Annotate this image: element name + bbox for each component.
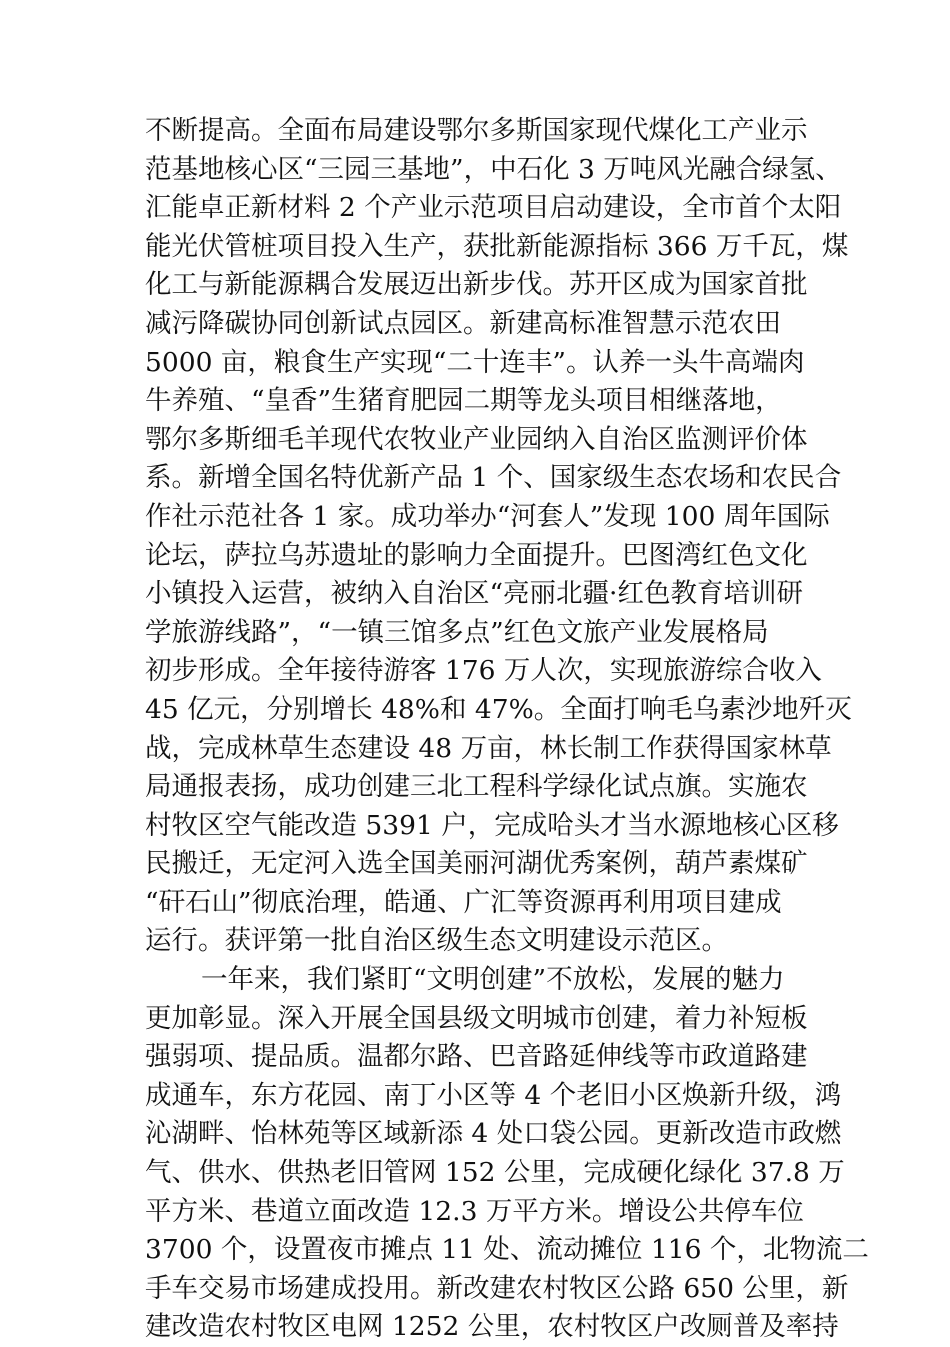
text-line: 3700 个，设置夜市摊点 11 处、流动摊位 116 个，北物流二: [145, 1234, 869, 1266]
text-line: 建改造农村牧区电网 1252 公里，农村牧区户改厕普及率持: [145, 1311, 839, 1343]
text-line: 村牧区空气能改造 5391 户，完成哈头才当水源地核心区移: [145, 809, 839, 841]
text-line: 能光伏管桩项目投入生产，获批新能源指标 366 万千瓦，煤: [145, 230, 849, 262]
text-line: 小镇投入运营，被纳入自治区“亮丽北疆·红色教育培训研: [145, 578, 803, 610]
text-line: 作社示范社各 1 家。成功举办“河套人”发现 100 周年国际: [145, 500, 830, 532]
body-text: [145, 112, 869, 1347]
text-line: 5000 亩，粮食生产实现“二十连丰”。认养一头牛高端肉: [145, 346, 805, 378]
text-line: 成通车，东方花园、南丁小区等 4 个老旧小区焕新升级，鸿: [145, 1079, 842, 1111]
text-line: 鄂尔多斯细毛羊现代农牧业产业园纳入自治区监测评价体: [145, 423, 808, 455]
text-line: 战，完成林草生态建设 48 万亩，林长制工作获得国家林草: [145, 732, 832, 764]
text-line: 平方米、巷道立面改造 12.3 万平方米。增设公共停车位: [145, 1195, 804, 1227]
text-line: 强弱项、提品质。温都尔路、巴音路延伸线等市政道路建: [145, 1041, 808, 1073]
text-line: 民搬迁，无定河入选全国美丽河湖优秀案例，葫芦素煤矿: [145, 848, 808, 880]
text-line: 局通报表扬，成功创建三北工程科学绿化试点旗。实施农: [145, 771, 808, 803]
text-line: “矸石山”彻底治理，皓通、广汇等资源再利用项目建成: [145, 886, 782, 918]
text-line: 气、供水、供热老旧管网 152 公里，完成硬化绿化 37.8 万: [145, 1157, 845, 1189]
text-line: 范基地核心区“三园三基地”，中石化 3 万吨风光融合绿氢、: [145, 153, 842, 185]
text-line: 运行。获评第一批自治区级生态文明建设示范区。: [145, 925, 728, 957]
text-line: 系。新增全国名特优新产品 1 个、国家级生态农场和农民合: [145, 462, 842, 494]
text-line: 减污降碳协同创新试点园区。新建高标准智慧示范农田: [145, 307, 781, 339]
text-line: 化工与新能源耦合发展迈出新步伐。苏开区成为国家首批: [145, 269, 808, 301]
text-line: 学旅游线路”，“一镇三馆多点”红色文旅产业发展格局: [145, 616, 769, 648]
text-line: 沁湖畔、怡林苑等区域新添 4 处口袋公园。更新改造市政燃: [145, 1118, 842, 1150]
text-line: 更加彰显。深入开展全国县级文明城市创建，着力补短板: [145, 1002, 808, 1034]
text-line: 初步形成。全年接待游客 176 万人次，实现旅游综合收入: [145, 655, 822, 687]
text-line: 汇能卓正新材料 2 个产业示范项目启动建设，全市首个太阳: [145, 192, 842, 224]
text-line: 手车交易市场建成投用。新改建农村牧区公路 650 公里，新: [145, 1272, 849, 1304]
paragraph-first-line: 一年来，我们紧盯“文明创建”不放松，发展的魅力: [201, 964, 785, 996]
text-line: 论坛，萨拉乌苏遗址的影响力全面提升。巴图湾红色文化: [145, 539, 808, 571]
text-line: 牛养殖、“皇香”生猪育肥园二期等龙头项目相继落地，: [145, 385, 782, 417]
text-line: 45 亿元，分别增长 48%和 47%。全面打响毛乌素沙地歼灭: [145, 693, 852, 725]
text-line: 不断提高。全面布局建设鄂尔多斯国家现代煤化工产业示: [145, 115, 808, 146]
